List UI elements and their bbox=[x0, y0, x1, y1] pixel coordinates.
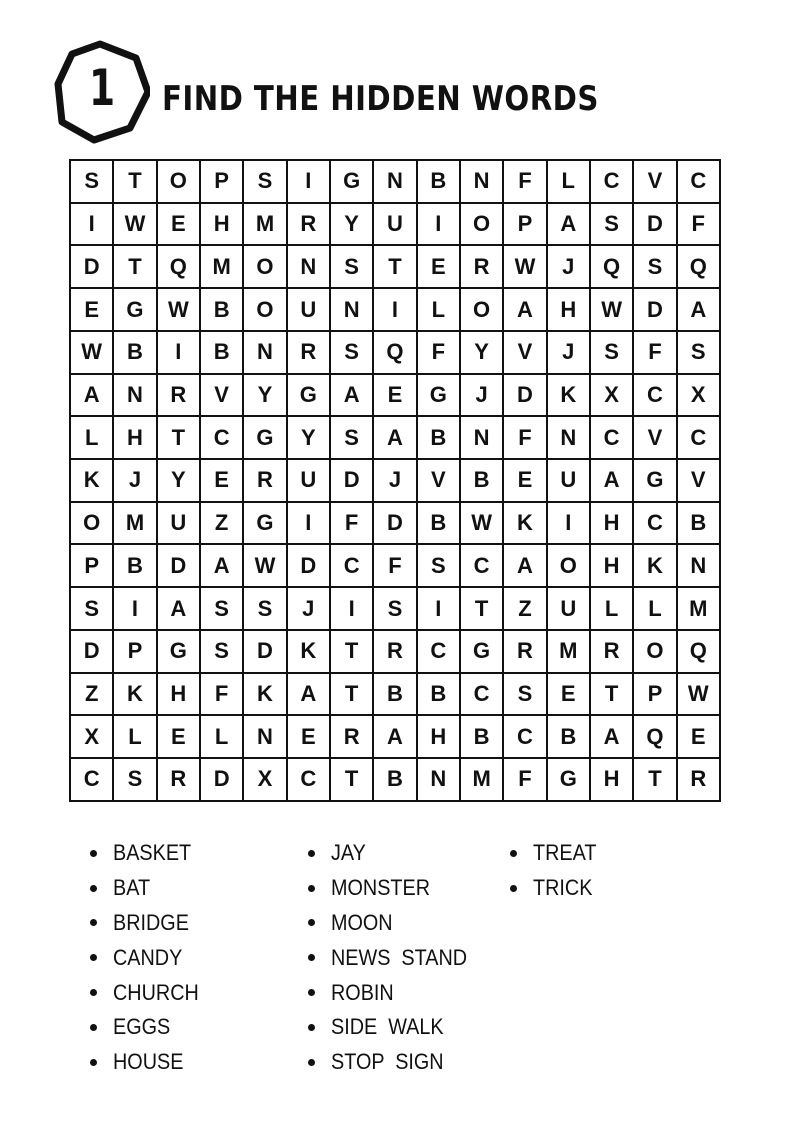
word-label: BAT bbox=[113, 875, 151, 901]
grid-cell[interactable]: T bbox=[114, 246, 157, 289]
grid-cell[interactable]: P bbox=[504, 204, 547, 247]
grid-cell[interactable]: C bbox=[678, 417, 721, 460]
grid-cell[interactable]: G bbox=[288, 375, 331, 418]
grid-cell[interactable]: W bbox=[158, 289, 201, 332]
grid-cell[interactable]: J bbox=[548, 246, 591, 289]
word-label: CHURCH bbox=[113, 979, 199, 1005]
grid-cell[interactable]: B bbox=[201, 332, 244, 375]
word-list-item bbox=[510, 871, 603, 906]
grid-cell[interactable]: L bbox=[201, 716, 244, 759]
grid-cell[interactable]: E bbox=[158, 716, 201, 759]
word-label: BASKET bbox=[113, 840, 192, 866]
grid-cell[interactable]: Q bbox=[634, 716, 677, 759]
grid-cell[interactable]: M bbox=[201, 246, 244, 289]
bullet-icon bbox=[308, 1024, 315, 1031]
grid-cell[interactable]: B bbox=[461, 460, 504, 503]
grid-cell[interactable]: A bbox=[158, 588, 201, 631]
grid-cell[interactable]: S bbox=[374, 588, 417, 631]
bullet-icon bbox=[90, 989, 97, 996]
grid-cell[interactable]: A bbox=[548, 204, 591, 247]
word-list-column-2 bbox=[308, 836, 482, 1080]
grid-cell[interactable]: V bbox=[201, 375, 244, 418]
grid-cell[interactable]: G bbox=[418, 375, 461, 418]
grid-cell[interactable]: H bbox=[591, 503, 634, 546]
grid-cell[interactable]: B bbox=[548, 716, 591, 759]
word-list-item bbox=[308, 906, 482, 941]
word-list-item bbox=[90, 975, 208, 1010]
grid-cell[interactable]: C bbox=[634, 503, 677, 546]
grid-cell[interactable]: R bbox=[158, 759, 201, 802]
grid-cell[interactable]: P bbox=[634, 674, 677, 717]
grid-cell[interactable]: E bbox=[548, 674, 591, 717]
grid-cell[interactable]: T bbox=[114, 161, 157, 204]
page-title: FIND THE HIDDEN WORDS bbox=[162, 79, 599, 119]
grid-cell[interactable]: B bbox=[418, 503, 461, 546]
grid-cell[interactable]: L bbox=[114, 716, 157, 759]
grid-cell[interactable]: R bbox=[591, 631, 634, 674]
grid-cell[interactable]: O bbox=[244, 289, 287, 332]
grid-cell[interactable]: L bbox=[548, 161, 591, 204]
grid-cell[interactable]: B bbox=[201, 289, 244, 332]
grid-cell[interactable]: H bbox=[591, 545, 634, 588]
grid-cell[interactable]: G bbox=[461, 631, 504, 674]
grid-cell[interactable]: T bbox=[591, 674, 634, 717]
bullet-icon bbox=[308, 919, 315, 926]
bullet-icon bbox=[90, 850, 97, 857]
grid-cell[interactable]: I bbox=[71, 204, 114, 247]
grid-cell[interactable]: F bbox=[201, 674, 244, 717]
grid-cell[interactable]: W bbox=[244, 545, 287, 588]
grid-cell[interactable]: A bbox=[678, 289, 721, 332]
grid-cell[interactable]: R bbox=[678, 759, 721, 802]
grid-cell[interactable]: D bbox=[374, 503, 417, 546]
grid-cell[interactable]: M bbox=[244, 204, 287, 247]
grid-cell[interactable]: V bbox=[504, 332, 547, 375]
grid-cell[interactable]: U bbox=[548, 460, 591, 503]
grid-cell[interactable]: Q bbox=[158, 246, 201, 289]
grid-cell[interactable]: V bbox=[678, 460, 721, 503]
grid-cell[interactable]: A bbox=[504, 545, 547, 588]
word-label: HOUSE bbox=[113, 1049, 184, 1075]
grid-cell[interactable]: F bbox=[331, 503, 374, 546]
grid-cell[interactable]: I bbox=[288, 161, 331, 204]
word-label: TREAT bbox=[533, 840, 597, 866]
grid-cell[interactable]: D bbox=[634, 204, 677, 247]
grid-cell[interactable]: M bbox=[548, 631, 591, 674]
grid-cell[interactable]: E bbox=[504, 460, 547, 503]
grid-cell[interactable]: B bbox=[678, 503, 721, 546]
grid-cell[interactable]: C bbox=[591, 417, 634, 460]
grid-cell[interactable]: C bbox=[331, 545, 374, 588]
word-list-item bbox=[308, 1010, 482, 1045]
grid-cell[interactable]: U bbox=[548, 588, 591, 631]
word-label: JAY bbox=[331, 840, 366, 866]
grid-cell[interactable]: T bbox=[158, 417, 201, 460]
word-list-item bbox=[308, 836, 482, 871]
grid-cell[interactable]: N bbox=[548, 417, 591, 460]
grid-cell[interactable]: I bbox=[418, 588, 461, 631]
grid-cell[interactable]: E bbox=[288, 716, 331, 759]
grid-cell[interactable]: C bbox=[591, 161, 634, 204]
grid-cell[interactable]: L bbox=[71, 417, 114, 460]
grid-cell[interactable]: H bbox=[591, 759, 634, 802]
grid-cell[interactable]: O bbox=[244, 246, 287, 289]
grid-cell[interactable]: I bbox=[374, 289, 417, 332]
grid-cell[interactable]: R bbox=[504, 631, 547, 674]
grid-cell[interactable]: T bbox=[634, 759, 677, 802]
grid-cell[interactable]: I bbox=[158, 332, 201, 375]
grid-cell[interactable]: I bbox=[288, 503, 331, 546]
grid-cell[interactable]: I bbox=[331, 588, 374, 631]
bullet-icon bbox=[308, 989, 315, 996]
grid-cell[interactable]: K bbox=[548, 375, 591, 418]
word-list-item bbox=[308, 940, 482, 975]
grid-cell[interactable]: H bbox=[201, 204, 244, 247]
grid-cell[interactable]: S bbox=[331, 332, 374, 375]
grid-cell[interactable]: C bbox=[201, 417, 244, 460]
grid-cell[interactable]: W bbox=[461, 503, 504, 546]
grid-cell[interactable]: N bbox=[288, 246, 331, 289]
word-label: MONSTER bbox=[331, 875, 430, 901]
word-list-item bbox=[90, 906, 208, 941]
grid-cell[interactable]: E bbox=[678, 716, 721, 759]
grid-cell[interactable]: Z bbox=[201, 503, 244, 546]
grid-cell[interactable]: F bbox=[418, 332, 461, 375]
word-list-item bbox=[90, 871, 208, 906]
grid-cell[interactable]: C bbox=[504, 716, 547, 759]
grid-cell[interactable]: Y bbox=[288, 417, 331, 460]
word-list-item bbox=[90, 1010, 208, 1045]
grid-cell[interactable]: A bbox=[504, 289, 547, 332]
grid-cell[interactable]: N bbox=[418, 759, 461, 802]
word-label: CANDY bbox=[113, 944, 183, 970]
grid-cell[interactable]: H bbox=[418, 716, 461, 759]
grid-cell[interactable]: L bbox=[634, 588, 677, 631]
grid-cell[interactable]: Z bbox=[71, 674, 114, 717]
grid-cell[interactable]: D bbox=[634, 289, 677, 332]
grid-cell[interactable]: R bbox=[374, 631, 417, 674]
bullet-icon bbox=[90, 885, 97, 892]
grid-cell[interactable]: S bbox=[591, 332, 634, 375]
grid-cell[interactable]: U bbox=[158, 503, 201, 546]
bullet-icon bbox=[90, 954, 97, 961]
grid-cell[interactable]: B bbox=[418, 417, 461, 460]
grid-cell[interactable]: K bbox=[114, 674, 157, 717]
puzzle-number-badge bbox=[54, 40, 150, 144]
grid-cell[interactable]: S bbox=[418, 545, 461, 588]
grid-cell[interactable]: Q bbox=[591, 246, 634, 289]
grid-cell[interactable]: Y bbox=[158, 460, 201, 503]
grid-cell[interactable]: C bbox=[288, 759, 331, 802]
grid-cell[interactable]: O bbox=[461, 204, 504, 247]
grid-cell[interactable]: D bbox=[504, 375, 547, 418]
grid-cell[interactable]: C bbox=[461, 674, 504, 717]
grid-cell[interactable]: B bbox=[374, 759, 417, 802]
grid-cell[interactable]: Z bbox=[504, 588, 547, 631]
bullet-icon bbox=[510, 850, 517, 857]
grid-cell[interactable]: A bbox=[591, 460, 634, 503]
grid-cell[interactable]: F bbox=[504, 417, 547, 460]
grid-cell[interactable]: K bbox=[634, 545, 677, 588]
grid-cell[interactable]: P bbox=[201, 161, 244, 204]
grid-cell[interactable]: V bbox=[418, 460, 461, 503]
bullet-icon bbox=[308, 885, 315, 892]
grid-cell[interactable]: N bbox=[114, 375, 157, 418]
grid-cell[interactable]: W bbox=[71, 332, 114, 375]
grid-cell[interactable]: K bbox=[71, 460, 114, 503]
grid-cell[interactable]: N bbox=[331, 289, 374, 332]
grid-cell[interactable]: Y bbox=[331, 204, 374, 247]
grid-cell[interactable]: T bbox=[331, 759, 374, 802]
grid-cell[interactable]: D bbox=[244, 631, 287, 674]
grid-cell[interactable]: O bbox=[158, 161, 201, 204]
grid-cell[interactable]: J bbox=[374, 460, 417, 503]
grid-cell[interactable]: C bbox=[461, 545, 504, 588]
grid-cell[interactable]: H bbox=[114, 417, 157, 460]
grid-cell[interactable]: K bbox=[244, 674, 287, 717]
grid-cell[interactable]: E bbox=[418, 246, 461, 289]
grid-cell[interactable]: E bbox=[374, 375, 417, 418]
bullet-icon bbox=[308, 850, 315, 857]
grid-cell[interactable]: V bbox=[634, 161, 677, 204]
grid-cell[interactable]: O bbox=[71, 503, 114, 546]
grid-cell[interactable]: S bbox=[678, 332, 721, 375]
grid-cell[interactable]: I bbox=[548, 503, 591, 546]
word-label: EGGS bbox=[113, 1014, 171, 1040]
word-list-item bbox=[90, 940, 208, 975]
grid-cell[interactable]: W bbox=[678, 674, 721, 717]
bullet-icon bbox=[308, 1059, 315, 1066]
grid-cell[interactable]: C bbox=[418, 631, 461, 674]
grid-cell[interactable]: S bbox=[591, 204, 634, 247]
puzzle-number: 1 bbox=[88, 59, 116, 117]
grid-cell[interactable]: C bbox=[71, 759, 114, 802]
grid-cell[interactable]: S bbox=[244, 161, 287, 204]
grid-cell[interactable]: H bbox=[158, 674, 201, 717]
bullet-icon bbox=[90, 1024, 97, 1031]
grid-cell[interactable]: D bbox=[71, 246, 114, 289]
grid-cell[interactable]: S bbox=[244, 588, 287, 631]
grid-cell[interactable]: D bbox=[158, 545, 201, 588]
grid-cell[interactable]: W bbox=[114, 204, 157, 247]
grid-cell[interactable]: X bbox=[244, 759, 287, 802]
grid-cell[interactable]: F bbox=[634, 332, 677, 375]
grid-cell[interactable]: S bbox=[201, 631, 244, 674]
grid-cell[interactable]: T bbox=[374, 246, 417, 289]
grid-cell[interactable]: A bbox=[374, 716, 417, 759]
grid-cell[interactable]: D bbox=[331, 460, 374, 503]
word-list-item bbox=[308, 871, 482, 906]
grid-cell[interactable]: F bbox=[678, 204, 721, 247]
grid-cell[interactable]: T bbox=[461, 588, 504, 631]
grid-cell[interactable]: U bbox=[288, 289, 331, 332]
grid-cell[interactable]: A bbox=[331, 375, 374, 418]
grid-cell[interactable]: Q bbox=[374, 332, 417, 375]
grid-cell[interactable]: P bbox=[71, 545, 114, 588]
grid-cell[interactable]: V bbox=[634, 417, 677, 460]
grid-cell[interactable]: G bbox=[634, 460, 677, 503]
grid-cell[interactable]: O bbox=[634, 631, 677, 674]
grid-cell[interactable]: Y bbox=[461, 332, 504, 375]
grid-cell[interactable]: F bbox=[374, 545, 417, 588]
grid-cell[interactable]: G bbox=[114, 289, 157, 332]
word-list-column-1 bbox=[90, 836, 208, 1080]
grid-cell[interactable]: W bbox=[591, 289, 634, 332]
grid-cell[interactable]: M bbox=[678, 588, 721, 631]
grid-cell[interactable]: G bbox=[548, 759, 591, 802]
grid-cell[interactable]: S bbox=[331, 417, 374, 460]
grid-cell[interactable]: I bbox=[114, 588, 157, 631]
grid-cell[interactable]: F bbox=[504, 759, 547, 802]
grid-cell[interactable]: B bbox=[418, 161, 461, 204]
grid-cell[interactable]: A bbox=[591, 716, 634, 759]
grid-cell[interactable]: N bbox=[461, 417, 504, 460]
grid-cell[interactable]: U bbox=[374, 204, 417, 247]
grid-cell[interactable]: Q bbox=[678, 631, 721, 674]
grid-cell[interactable]: X bbox=[71, 716, 114, 759]
grid-cell[interactable]: E bbox=[158, 204, 201, 247]
grid-cell[interactable]: S bbox=[71, 588, 114, 631]
grid-cell[interactable]: G bbox=[158, 631, 201, 674]
word-label: BRIDGE bbox=[113, 909, 189, 935]
grid-cell[interactable]: A bbox=[201, 545, 244, 588]
grid-cell[interactable]: D bbox=[201, 759, 244, 802]
grid-cell[interactable]: X bbox=[678, 375, 721, 418]
grid-cell[interactable]: R bbox=[288, 332, 331, 375]
word-list-item bbox=[90, 1045, 208, 1080]
word-list-item bbox=[90, 836, 208, 871]
grid-cell[interactable]: P bbox=[114, 631, 157, 674]
grid-cell[interactable]: R bbox=[158, 375, 201, 418]
grid-cell[interactable]: J bbox=[114, 460, 157, 503]
grid-cell[interactable]: N bbox=[461, 161, 504, 204]
word-list-column-3 bbox=[510, 836, 603, 906]
word-search-grid bbox=[69, 159, 721, 802]
grid-cell[interactable]: R bbox=[288, 204, 331, 247]
bullet-icon bbox=[308, 954, 315, 961]
word-label: SIDE WALK bbox=[331, 1014, 444, 1040]
grid-cell[interactable]: B bbox=[374, 674, 417, 717]
grid-cell[interactable]: N bbox=[678, 545, 721, 588]
word-label: STOP SIGN bbox=[331, 1049, 444, 1075]
grid-cell[interactable]: S bbox=[634, 246, 677, 289]
grid-cell[interactable]: S bbox=[504, 674, 547, 717]
grid-cell[interactable]: Y bbox=[244, 375, 287, 418]
grid-cell[interactable]: A bbox=[374, 417, 417, 460]
bullet-icon bbox=[90, 1059, 97, 1066]
grid-cell[interactable]: J bbox=[288, 588, 331, 631]
word-label: MOON bbox=[331, 909, 393, 935]
grid-cell[interactable]: T bbox=[331, 674, 374, 717]
grid-cell[interactable]: N bbox=[244, 332, 287, 375]
grid-cell[interactable]: B bbox=[418, 674, 461, 717]
grid-cell[interactable]: M bbox=[114, 503, 157, 546]
grid-cell[interactable]: X bbox=[591, 375, 634, 418]
grid-cell[interactable]: E bbox=[71, 289, 114, 332]
grid-cell[interactable]: S bbox=[114, 759, 157, 802]
grid-cell[interactable]: W bbox=[504, 246, 547, 289]
grid-cell[interactable]: R bbox=[461, 246, 504, 289]
grid-cell[interactable]: G bbox=[244, 417, 287, 460]
grid-cell[interactable]: N bbox=[374, 161, 417, 204]
grid-cell[interactable]: U bbox=[288, 460, 331, 503]
grid-cell[interactable]: L bbox=[418, 289, 461, 332]
grid-cell[interactable]: F bbox=[504, 161, 547, 204]
grid-cell[interactable]: H bbox=[548, 289, 591, 332]
grid-cell[interactable]: Q bbox=[678, 246, 721, 289]
grid-cell[interactable]: O bbox=[461, 289, 504, 332]
grid-cell[interactable]: A bbox=[71, 375, 114, 418]
grid-cell[interactable]: M bbox=[461, 759, 504, 802]
grid-cell[interactable]: K bbox=[288, 631, 331, 674]
word-label: NEWS STAND bbox=[331, 944, 468, 970]
grid-cell[interactable]: E bbox=[201, 460, 244, 503]
grid-cell[interactable]: D bbox=[71, 631, 114, 674]
grid-cell[interactable]: S bbox=[201, 588, 244, 631]
grid-cell[interactable]: B bbox=[461, 716, 504, 759]
grid-cell[interactable]: G bbox=[331, 161, 374, 204]
word-list-item bbox=[308, 975, 482, 1010]
grid-cell[interactable]: A bbox=[288, 674, 331, 717]
word-label: TRICK bbox=[533, 875, 593, 901]
bullet-icon bbox=[510, 885, 517, 892]
bullet-icon bbox=[90, 919, 97, 926]
word-label: ROBIN bbox=[331, 979, 394, 1005]
grid-cell[interactable]: B bbox=[114, 545, 157, 588]
grid-cell[interactable]: I bbox=[418, 204, 461, 247]
grid-cell[interactable]: R bbox=[331, 716, 374, 759]
grid-cell[interactable]: J bbox=[461, 375, 504, 418]
word-list-item bbox=[510, 836, 603, 871]
grid-cell[interactable]: S bbox=[331, 246, 374, 289]
grid-cell[interactable]: D bbox=[288, 545, 331, 588]
word-list-item bbox=[308, 1045, 482, 1080]
grid-cell[interactable]: O bbox=[548, 545, 591, 588]
grid-cell[interactable]: C bbox=[634, 375, 677, 418]
grid-cell[interactable]: K bbox=[504, 503, 547, 546]
grid-cell[interactable]: R bbox=[244, 460, 287, 503]
grid-cell[interactable]: J bbox=[548, 332, 591, 375]
grid-cell[interactable]: T bbox=[331, 631, 374, 674]
grid-cell[interactable]: G bbox=[244, 503, 287, 546]
grid-cell[interactable]: N bbox=[244, 716, 287, 759]
grid-cell[interactable]: S bbox=[71, 161, 114, 204]
grid-cell[interactable]: C bbox=[678, 161, 721, 204]
grid-cell[interactable]: L bbox=[591, 588, 634, 631]
grid-cell[interactable]: B bbox=[114, 332, 157, 375]
